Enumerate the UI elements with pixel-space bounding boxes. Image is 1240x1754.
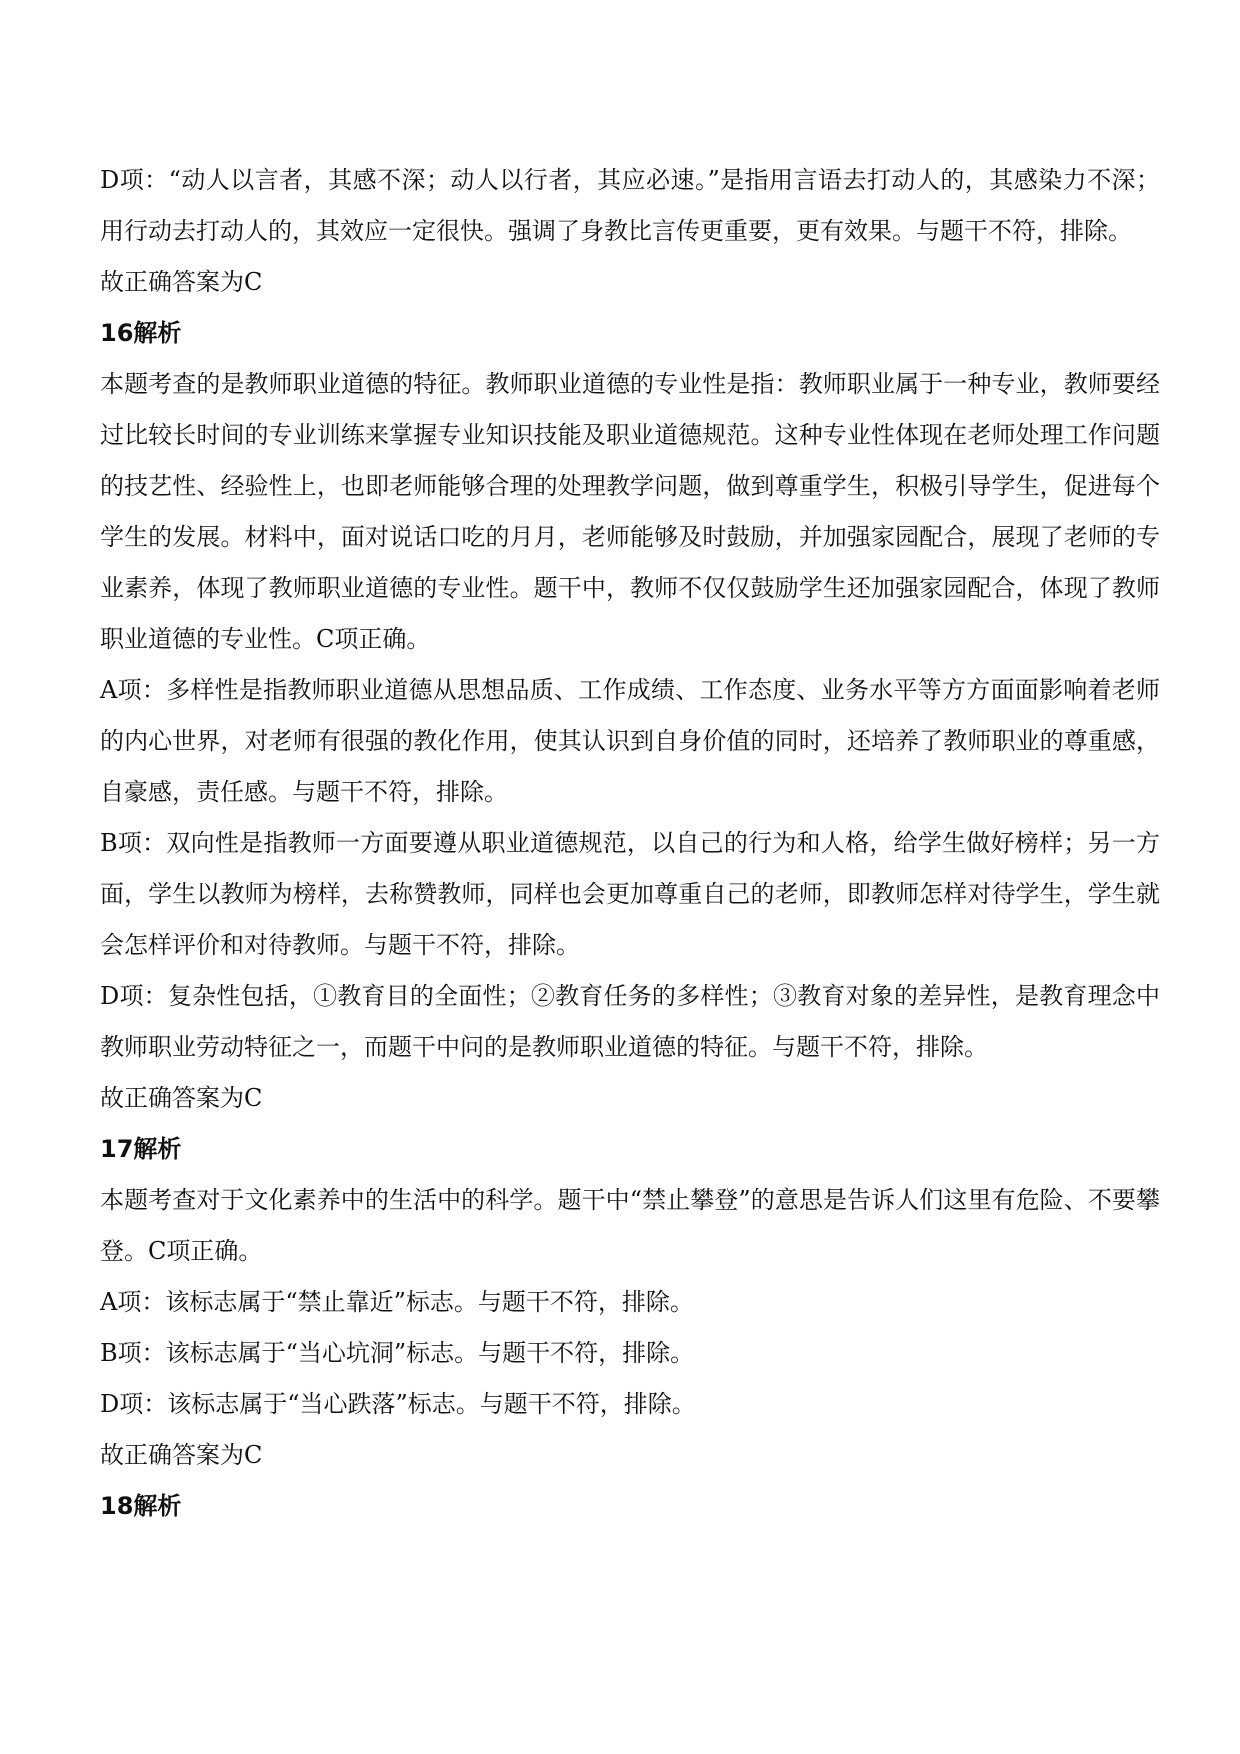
answer-q15: 故正确答案为C [100, 268, 263, 296]
heading-q16: 16解析 [100, 319, 182, 347]
paragraph-q17-option-b: B项：该标志属于“当心坑洞”标志。与题干不符，排除。 [100, 1339, 695, 1367]
answer-q16: 故正确答案为C [100, 1084, 263, 1112]
paragraph-q16-option-b: B项：双向性是指教师一方面要遵从职业道德规范，以自己的行为和人格，给学生做好榜样；另一方面，学生以教师为榜样，去称赞教师，同样也会更加尊重自己的老师，即教师怎样对待学生，学生就会怎样评价和对待教师。与题干不符，排除。 [100, 829, 1160, 959]
paragraph-q17-analysis: 本题考查对于文化素养中的生活中的科学。题干中“禁止攀登”的意思是告诉人们这里有危险、不要攀登。C项正确。 [100, 1186, 1160, 1265]
heading-q18: 18解析 [100, 1492, 182, 1520]
paragraph-q16-option-a: A项：多样性是指教师职业道德从思想品质、工作成绩、工作态度、业务水平等方方面面影响着老师的内心世界，对老师有很强的教化作用，使其认识到自身价值的同时，还培养了教师职业的尊重感，自豪感，责任感。与题干不符，排除。 [100, 676, 1160, 806]
paragraph-q17-option-d: D项：该标志属于“当心跌落”标志。与题干不符，排除。 [100, 1390, 696, 1418]
document-page [100, 155, 1160, 1532]
paragraph-q17-option-a: A项：该标志属于“禁止靠近”标志。与题干不符，排除。 [100, 1288, 694, 1316]
paragraph-q16-analysis: 本题考查的是教师职业道德的特征。教师职业道德的专业性是指：教师职业属于一种专业，教师要经过比较长时间的专业训练来掌握专业知识技能及职业道德规范。这种专业性体现在老师处理工作问题的技艺性、经验性上，也即老师能够合理的处理教学问题，做到尊重学生，积极引导学生，促进每个学生的发展。材料中，面对说话口吃的月月，老师能够及时鼓励，并加强家园配合，展现了老师的专业素养，体现了教师职业道德的专业性。题干中，教师不仅仅鼓励学生还加强家园配合，体现了教师职业道德的专业性。C项正确。 [100, 370, 1160, 653]
answer-q17: 故正确答案为C [100, 1441, 263, 1469]
heading-q17: 17解析 [100, 1135, 182, 1163]
paragraph-q16-option-d: D项：复杂性包括，①教育目的全面性；②教育任务的多样性；③教育对象的差异性，是教育理念中教师职业劳动特征之一，而题干中问的是教师职业道德的特征。与题干不符，排除。 [100, 982, 1160, 1061]
paragraph-q15-option-d: D项：“动人以言者，其感不深；动人以行者，其应必速。”是指用言语去打动人的，其感染力不深；用行动去打动人的，其效应一定很快。强调了身教比言传更重要，更有效果。与题干不符，排除。 [100, 166, 1160, 245]
